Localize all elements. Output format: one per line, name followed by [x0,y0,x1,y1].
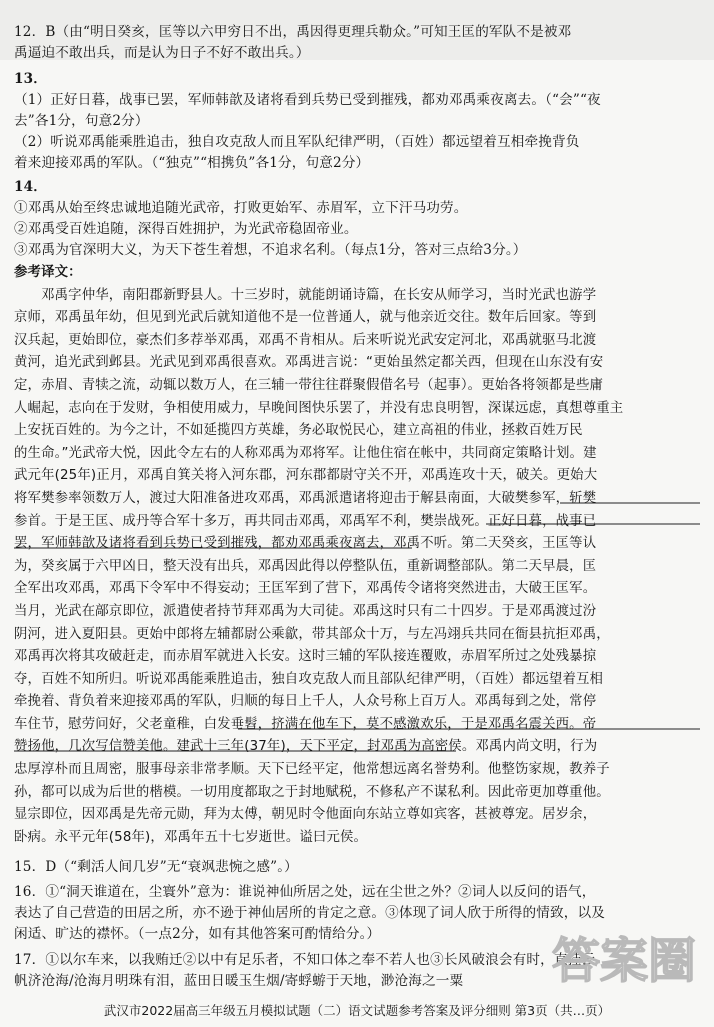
ref-line: 赞扬他，几次写信赞美他。建武十三年(37年)，天下平定，封邓禹为高密侯。邓禹内尚文明，行为 [14,739,598,755]
ref-line: 阴河，进入夏阳县。更始中郎将左辅都尉公乘歙，带其部众十万，与左冯翊兵共同在衙县抗拒邓禹， [14,626,610,642]
ref-line: 参首。于是王匡、成丹等合军十多万，再共同击邓禹，邓禹军不利，樊崇战死。正好日暮，战事已 [14,513,597,529]
ref-line: 夺，百姓不知所归。听说邓禹能乘胜追击，独自攻克敌人而且部队纪律严明，（百姓）都远望着互相 [14,671,604,687]
q13-answer [14,69,702,174]
ref-line: 的生命。”光武帝大悦，因此令左右的人称邓禹为邓将军。让他住宿在帐中，共同商定策略计划。建 [14,445,597,461]
ref-line: 卧病。永平元年(58年)，邓禹年五十七岁逝世。谥曰元侯。 [14,829,368,845]
ref-line: 罢，军师韩歆及诸将看到兵势已受到摧残，都劝邓禹乘夜离去，邓禹不听。第二天癸亥，王匡等认 [14,536,597,552]
ref-line: 汉兵起，更始即位，豪杰们多荐举邓禹，邓禹不肯相从。后来听说光武安定河北，邓禹就驱马北渡 [14,332,597,348]
q16-line-3: 闲适、旷达的襟怀。（一点2分，如有其他答案可酌情给分。） [14,926,381,942]
q14-number: 14． [14,179,47,195]
ref-line: 显宗即位，因邓禹是先帝元勋，拜为太傅，朝见时令他面向东站立尊如宾客，甚被尊宠。居岁余， [14,807,597,823]
ref-line: 邓禹字仲华，南阳郡新野县人。十三岁时，就能朗诵诗篇，在长安从师学习，当时光武也游学 [14,287,597,303]
q14-answer [14,177,702,261]
q16-answer [14,882,702,945]
q16-line-2: 表达了自己营造的田居之所，亦不逊于神仙居所的肯定之意。③体现了词人欣于所得的情致，以及 [14,905,605,921]
ref-line: 上安抚百姓的。为今之计，不如延揽四方英雄，务必取悦民心，建立高祖的伟业，拯救百姓万民 [14,423,583,439]
ref-line: 京师，邓禹虽年幼，但见到光武后就知道他不是一位普通人，就与他亲近交往。数年后回家。等到 [14,310,597,326]
q16-line-1: 16．①“洞天谁道在，尘寰外”意为：谁说神仙所居之处，远在尘世之外？②词人以反问的语气， [14,884,596,900]
ref-line: 人崛起，志向在于发财，争相使用威力，早晚间图快乐罢了，并没有忠良明智，深谋远虑，真想尊重主 [14,400,624,416]
q12-answer [14,22,702,64]
ref-line: 为，癸亥属于六甲凶日，整天没有出兵，邓禹因此得以停整队伍，重新调整部队。第二天早晨，匡 [14,558,597,574]
ref-line: 牵挽着、背负着来迎接邓禹的军队，归顺的每日上千人，人众号称上百万人。邓禹每到之处，常停 [14,694,597,710]
ref-line: 孙，都可以成为后世的楷模。一切用度都取之于封地赋税，不修私产不谋私利。因此帝更加尊重他。 [14,784,610,800]
q17-answer [14,950,702,992]
q15-line: 15．D（“剩活人间几岁”无“衰飒悲惋之感”。） [14,859,298,875]
q14-point-2: ②邓禹受百姓追随，深得百姓拥护，为光武帝稳固帝业。 [14,221,358,237]
ref-line: 邓禹再次将其攻破赶走，而赤眉军就进入长安。这时三辅的军队接连覆败，赤眉军所过之处残暴掠 [14,649,597,665]
q12-line-2: 禹逼迫不敢出兵，而是认为日子不好不敢出兵。） [14,45,310,61]
reference-translation [14,262,702,849]
ref-line: 黄河，追光武到邺县。光武见到邓禹很喜欢。邓禹进言说：“更始虽然定都关西，但现在山东没有安 [14,355,604,371]
ref-line: 定，赤眉、青犊之流，动辄以数万人，在三辅一带往往群聚假借名号（起事）。更始各将领都是些庸 [14,377,604,393]
q13-line-4: 着来迎接邓禹的军队。（“独克”“相携负”各1分，句意2分） [14,155,370,171]
ref-line: 车住节，慰劳问好，父老童稚，白发垂髫，挤满在他车下，莫不感激欢乐，于是邓禹名震关西。帝 [14,716,597,732]
ref-line: 忠厚淳朴而且周密，服事母亲非常孝顺。天下已经平定，他常想远离名誉势利。他整饬家规，教养子 [14,762,610,778]
ref-line: 武元年(25年)正月，邓禹自箕关将入河东郡，河东郡都尉守关不开，邓禹连攻十天，破关。更始大 [14,468,598,484]
q17-line-1: 17．①以尔车来，以我贿迁②以中有足乐者，不知口体之奉不若人也③长风破浪会有时，直挂云 [14,952,596,968]
q17-line-2: 帆济沧海/沧海月明珠有泪，蓝田日暖玉生烟/寄蜉蝣于天地，渺沧海之一粟 [14,973,464,989]
ref-line: 全军出攻邓禹，邓禹下令军中不得妄动；王匡军到了营下，邓禹传令诸将突然进击，大破王匡军。 [14,581,597,597]
reference-heading: 参考译文： [14,265,82,280]
q14-point-1: ①邓禹从始至终忠诚地追随光武帝，打败更始军、赤眉军，立下汗马功劳。 [14,200,468,216]
q13-line-3: （2）听说邓禹能乘胜追击，独自攻克敌人而且军队纪律严明，（百姓）都远望着互相牵挽背负 [14,134,580,150]
q14-point-3: ③邓禹为官深明大义，为天下苍生着想，不追求名利。（每点1分，答对三点给3分。） [14,242,527,258]
ref-line: 将军樊参率领数万人，渡过大阳准备进攻邓禹，邓禹派遣诸将迎击于解县南面，大破樊参军，斩樊 [14,490,597,506]
q13-number: 13． [14,71,47,87]
q13-line-2: 去”各1分，句意2分） [14,113,149,129]
q12-line-1: 12．B（由“明日癸亥，匡等以六甲穷日不出，禹因得更理兵勒众。”可知王匡的军队不是被邓 [14,24,572,40]
watermark-text: 答案圈 [552,933,697,989]
q15-answer [14,857,702,878]
page-footer: 武汉市2022届高三年级五月模拟试题（二）语文试题参考答案及评分细则 第3页（共…页） [103,1003,611,1018]
q13-line-1: （1）正好日暮，战事已罢，军师韩歆及诸将看到兵势已受到摧残，都劝邓禹乘夜离去。（“会”“夜 [14,92,601,108]
ref-line: 当月，光武在鄗京即位，派遣使者持节拜邓禹为大司徒。邓禹这时只有二十四岁。于是邓禹渡过汾 [14,603,597,619]
